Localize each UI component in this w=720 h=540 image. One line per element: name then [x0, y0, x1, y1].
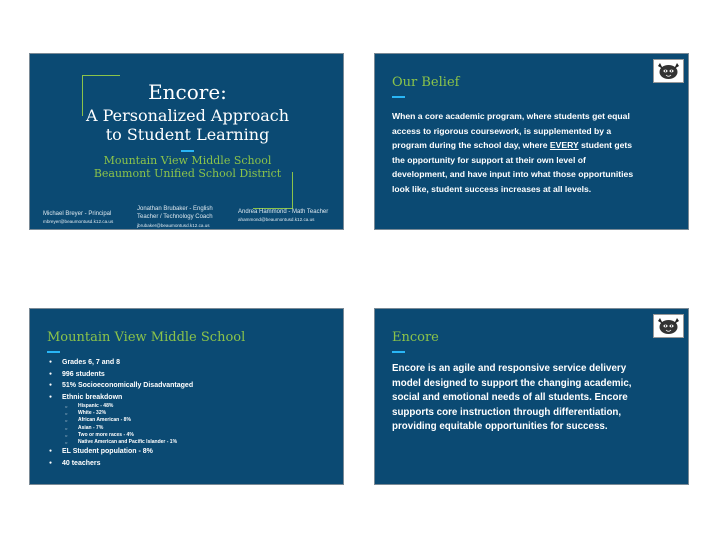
- list-item: ● EL Student population - 8%: [47, 446, 193, 458]
- slide-school-profile[interactable]: [29, 308, 344, 485]
- slide-heading: Our Belief: [392, 75, 460, 90]
- accent-divider: [181, 150, 194, 152]
- list-item: ● Grades 6, 7 and 8: [47, 357, 193, 369]
- accent-divider: [392, 96, 405, 98]
- presenter-3-name: Andrea Hammond - Math Teacher: [238, 209, 329, 215]
- slide-heading: Mountain View Middle School: [47, 330, 246, 345]
- belief-statement: When a core academic program, where students get equal access to rigorous coursework, is supplemented by a program during the school day, where EVERY student gets the opportunity for support at their own level of development, and have input into what those opportunities look like, student success increases at all levels.: [392, 111, 634, 194]
- emphasis-every: EVERY: [549, 140, 579, 150]
- accent-divider: [392, 351, 405, 353]
- accent-divider: [47, 351, 60, 353]
- list-subitem: ○ Hispanic - 48%: [47, 403, 193, 410]
- slide-heading: Encore: [392, 330, 439, 345]
- mascot-icon: [654, 60, 683, 82]
- encore-definition: Encore is an agile and responsive service delivery model designed to support the changing academic, social and emotional needs of all students. Encore supports core instruction through differentiation, providing equitable opportunities for success.: [392, 363, 632, 433]
- school-mascot-logo: [653, 314, 684, 338]
- list-subitem: ○ Native American and Pacific Islander - 1%: [47, 439, 193, 446]
- presenter-1-email: mbreyer@beaumontusd.k12.ca.us: [43, 219, 114, 224]
- school-name: Mountain View Middle School: [103, 154, 272, 167]
- list-item: ● 40 teachers: [47, 458, 193, 470]
- list-item: ● 996 students: [47, 369, 193, 381]
- presenter-2-email: jbrubaker@beaumontusd.k12.ca.us: [137, 223, 210, 228]
- school-mascot-logo: [653, 59, 684, 83]
- slide-title-subtitle-1: A Personalized Approach: [85, 106, 290, 125]
- presenter-1-name: Michael Breyer - Principal: [43, 211, 112, 217]
- list-subitem: ○ Asian - 7%: [47, 425, 193, 432]
- slide-our-belief[interactable]: [374, 53, 689, 230]
- list-subitem: ○ Two or more races - 4%: [47, 432, 193, 439]
- slide-title[interactable]: [29, 53, 344, 230]
- list-subitem: ○ White - 32%: [47, 410, 193, 417]
- presenter-2-name-line2: Teacher / Technology Coach: [137, 214, 213, 220]
- slide-encore-definition[interactable]: [374, 308, 689, 485]
- district-name: Beaumont Unified School District: [93, 167, 282, 180]
- mascot-icon: [654, 315, 683, 337]
- school-facts-list: [47, 357, 193, 469]
- slide-title-heading: Encore:: [148, 80, 227, 104]
- list-subitem: ○ African American - 8%: [47, 417, 193, 424]
- list-item: ● Ethnic breakdown: [47, 392, 193, 404]
- presenter-3-email: ahammond@beaumontusd.k12.ca.us: [238, 217, 315, 222]
- presenter-2-name-line1: Jonathan Brubaker - English: [137, 206, 213, 212]
- slide-title-subtitle-2: to Student Learning: [105, 125, 270, 144]
- list-item: ● 51% Socioeconomically Disadvantaged: [47, 380, 193, 392]
